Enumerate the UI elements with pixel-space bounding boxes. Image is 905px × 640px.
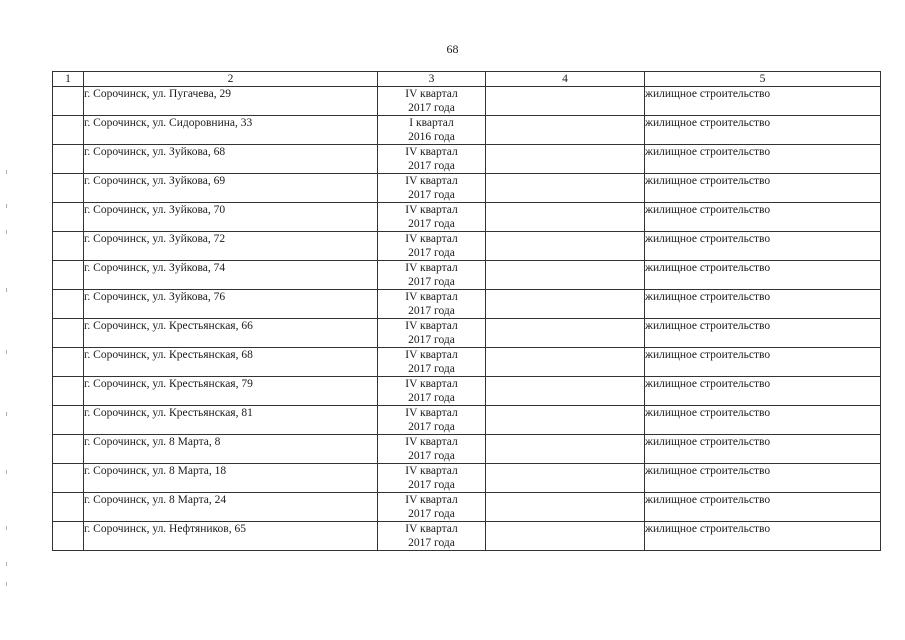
purpose-cell: жилищное строительство xyxy=(645,116,881,145)
table-row xyxy=(53,348,881,377)
column-4-cell xyxy=(486,87,645,116)
address-cell: г. Сорочинск, ул. Зуйкова, 70 xyxy=(84,203,378,232)
purpose-cell: жилищное строительство xyxy=(645,290,881,319)
address-cell: г. Сорочинск, ул. Зуйкова, 68 xyxy=(84,145,378,174)
column-4-cell xyxy=(486,203,645,232)
purpose-cell: жилищное строительство xyxy=(645,406,881,435)
row-number-cell xyxy=(53,290,84,319)
period-year: 2017 года xyxy=(408,189,455,201)
purpose-cell: жилищное строительство xyxy=(645,261,881,290)
period-year: 2017 года xyxy=(408,537,455,549)
period-year: 2017 года xyxy=(408,334,455,346)
address-cell: г. Сорочинск, ул. 8 Марта, 24 xyxy=(84,493,378,522)
purpose-cell: жилищное строительство xyxy=(645,145,881,174)
period-cell xyxy=(378,116,486,145)
row-number-cell xyxy=(53,406,84,435)
column-header-2: 2 xyxy=(84,72,378,87)
row-number-cell xyxy=(53,348,84,377)
period-year: 2017 года xyxy=(408,479,455,491)
period-cell xyxy=(378,145,486,174)
table-row xyxy=(53,203,881,232)
page-number: 68 xyxy=(446,42,459,56)
period-cell xyxy=(378,522,486,551)
row-number-cell xyxy=(53,493,84,522)
row-number-cell xyxy=(53,232,84,261)
purpose-cell: жилищное строительство xyxy=(645,203,881,232)
address-cell: г. Сорочинск, ул. Зуйкова, 72 xyxy=(84,232,378,261)
column-4-cell xyxy=(486,145,645,174)
period-year: 2017 года xyxy=(408,305,455,317)
purpose-cell: жилищное строительство xyxy=(645,87,881,116)
address-cell: г. Сорочинск, ул. Крестьянская, 66 xyxy=(84,319,378,348)
row-number-cell xyxy=(53,261,84,290)
address-cell: г. Сорочинск, ул. Нефтяников, 65 xyxy=(84,522,378,551)
address-cell: г. Сорочинск, ул. 8 Марта, 8 xyxy=(84,435,378,464)
column-4-cell xyxy=(486,406,645,435)
purpose-cell: жилищное строительство xyxy=(645,232,881,261)
period-quarter: IV квартал xyxy=(405,407,458,419)
column-header-3: 3 xyxy=(378,72,486,87)
land-plots-table xyxy=(52,71,881,551)
row-number-cell xyxy=(53,464,84,493)
period-year: 2017 года xyxy=(408,450,455,462)
period-cell xyxy=(378,406,486,435)
address-cell: г. Сорочинск, ул. Крестьянская, 68 xyxy=(84,348,378,377)
period-year: 2017 года xyxy=(408,247,455,259)
period-quarter: IV квартал xyxy=(405,262,458,274)
period-year: 2017 года xyxy=(408,160,455,172)
table-row xyxy=(53,116,881,145)
row-number-cell xyxy=(53,522,84,551)
purpose-cell: жилищное строительство xyxy=(645,319,881,348)
period-cell xyxy=(378,464,486,493)
period-quarter: IV квартал xyxy=(405,349,458,361)
table-row xyxy=(53,232,881,261)
period-cell xyxy=(378,319,486,348)
row-number-cell xyxy=(53,174,84,203)
table-row xyxy=(53,174,881,203)
address-cell: г. Сорочинск, ул. Крестьянская, 79 xyxy=(84,377,378,406)
purpose-cell: жилищное строительство xyxy=(645,464,881,493)
period-quarter: IV квартал xyxy=(405,494,458,506)
period-quarter: IV квартал xyxy=(405,465,458,477)
address-cell: г. Сорочинск, ул. Сидоровнина, 33 xyxy=(84,116,378,145)
column-4-cell xyxy=(486,522,645,551)
period-quarter: IV квартал xyxy=(405,378,458,390)
table-header-row xyxy=(53,72,881,87)
period-quarter: I квартал xyxy=(409,117,454,129)
table-row xyxy=(53,319,881,348)
column-4-cell xyxy=(486,116,645,145)
period-cell xyxy=(378,377,486,406)
address-cell: г. Сорочинск, ул. 8 Марта, 18 xyxy=(84,464,378,493)
row-number-cell xyxy=(53,319,84,348)
address-cell: г. Сорочинск, ул. Пугачева, 29 xyxy=(84,87,378,116)
table-body xyxy=(53,87,881,551)
period-cell xyxy=(378,261,486,290)
column-header-5: 5 xyxy=(645,72,881,87)
table-row xyxy=(53,87,881,116)
purpose-cell: жилищное строительство xyxy=(645,522,881,551)
period-quarter: IV квартал xyxy=(405,523,458,535)
period-quarter: IV квартал xyxy=(405,233,458,245)
table-row xyxy=(53,145,881,174)
column-4-cell xyxy=(486,290,645,319)
column-4-cell xyxy=(486,232,645,261)
table-row xyxy=(53,377,881,406)
period-cell xyxy=(378,203,486,232)
row-number-cell xyxy=(53,203,84,232)
purpose-cell: жилищное строительство xyxy=(645,377,881,406)
binding-margin-marks xyxy=(6,170,10,590)
period-cell xyxy=(378,290,486,319)
table-row xyxy=(53,522,881,551)
table-row xyxy=(53,435,881,464)
address-cell: г. Сорочинск, ул. Зуйкова, 69 xyxy=(84,174,378,203)
table-row xyxy=(53,261,881,290)
period-year: 2017 года xyxy=(408,218,455,230)
column-4-cell xyxy=(486,377,645,406)
purpose-cell: жилищное строительство xyxy=(645,174,881,203)
purpose-cell: жилищное строительство xyxy=(645,348,881,377)
row-number-cell xyxy=(53,377,84,406)
period-year: 2017 года xyxy=(408,421,455,433)
column-4-cell xyxy=(486,174,645,203)
column-4-cell xyxy=(486,348,645,377)
row-number-cell xyxy=(53,87,84,116)
purpose-cell: жилищное строительство xyxy=(645,493,881,522)
period-cell xyxy=(378,174,486,203)
row-number-cell xyxy=(53,435,84,464)
purpose-cell: жилищное строительство xyxy=(645,435,881,464)
column-4-cell xyxy=(486,261,645,290)
period-quarter: IV квартал xyxy=(405,204,458,216)
period-quarter: IV квартал xyxy=(405,88,458,100)
row-number-cell xyxy=(53,145,84,174)
table-row xyxy=(53,464,881,493)
period-quarter: IV квартал xyxy=(405,436,458,448)
table-row xyxy=(53,493,881,522)
column-4-cell xyxy=(486,493,645,522)
column-header-1: 1 xyxy=(53,72,84,87)
period-year: 2017 года xyxy=(408,392,455,404)
period-year: 2017 года xyxy=(408,276,455,288)
period-quarter: IV квартал xyxy=(405,175,458,187)
column-4-cell xyxy=(486,464,645,493)
period-year: 2016 года xyxy=(408,131,455,143)
period-cell xyxy=(378,348,486,377)
period-cell xyxy=(378,435,486,464)
period-quarter: IV квартал xyxy=(405,291,458,303)
column-header-4: 4 xyxy=(486,72,645,87)
address-cell: г. Сорочинск, ул. Зуйкова, 74 xyxy=(84,261,378,290)
period-cell xyxy=(378,87,486,116)
period-year: 2017 года xyxy=(408,508,455,520)
column-4-cell xyxy=(486,435,645,464)
row-number-cell xyxy=(53,116,84,145)
column-4-cell xyxy=(486,319,645,348)
period-year: 2017 года xyxy=(408,102,455,114)
period-cell xyxy=(378,232,486,261)
period-quarter: IV квартал xyxy=(405,320,458,332)
table-row xyxy=(53,290,881,319)
period-quarter: IV квартал xyxy=(405,146,458,158)
table-row xyxy=(53,406,881,435)
period-year: 2017 года xyxy=(408,363,455,375)
address-cell: г. Сорочинск, ул. Зуйкова, 76 xyxy=(84,290,378,319)
address-cell: г. Сорочинск, ул. Крестьянская, 81 xyxy=(84,406,378,435)
period-cell xyxy=(378,493,486,522)
